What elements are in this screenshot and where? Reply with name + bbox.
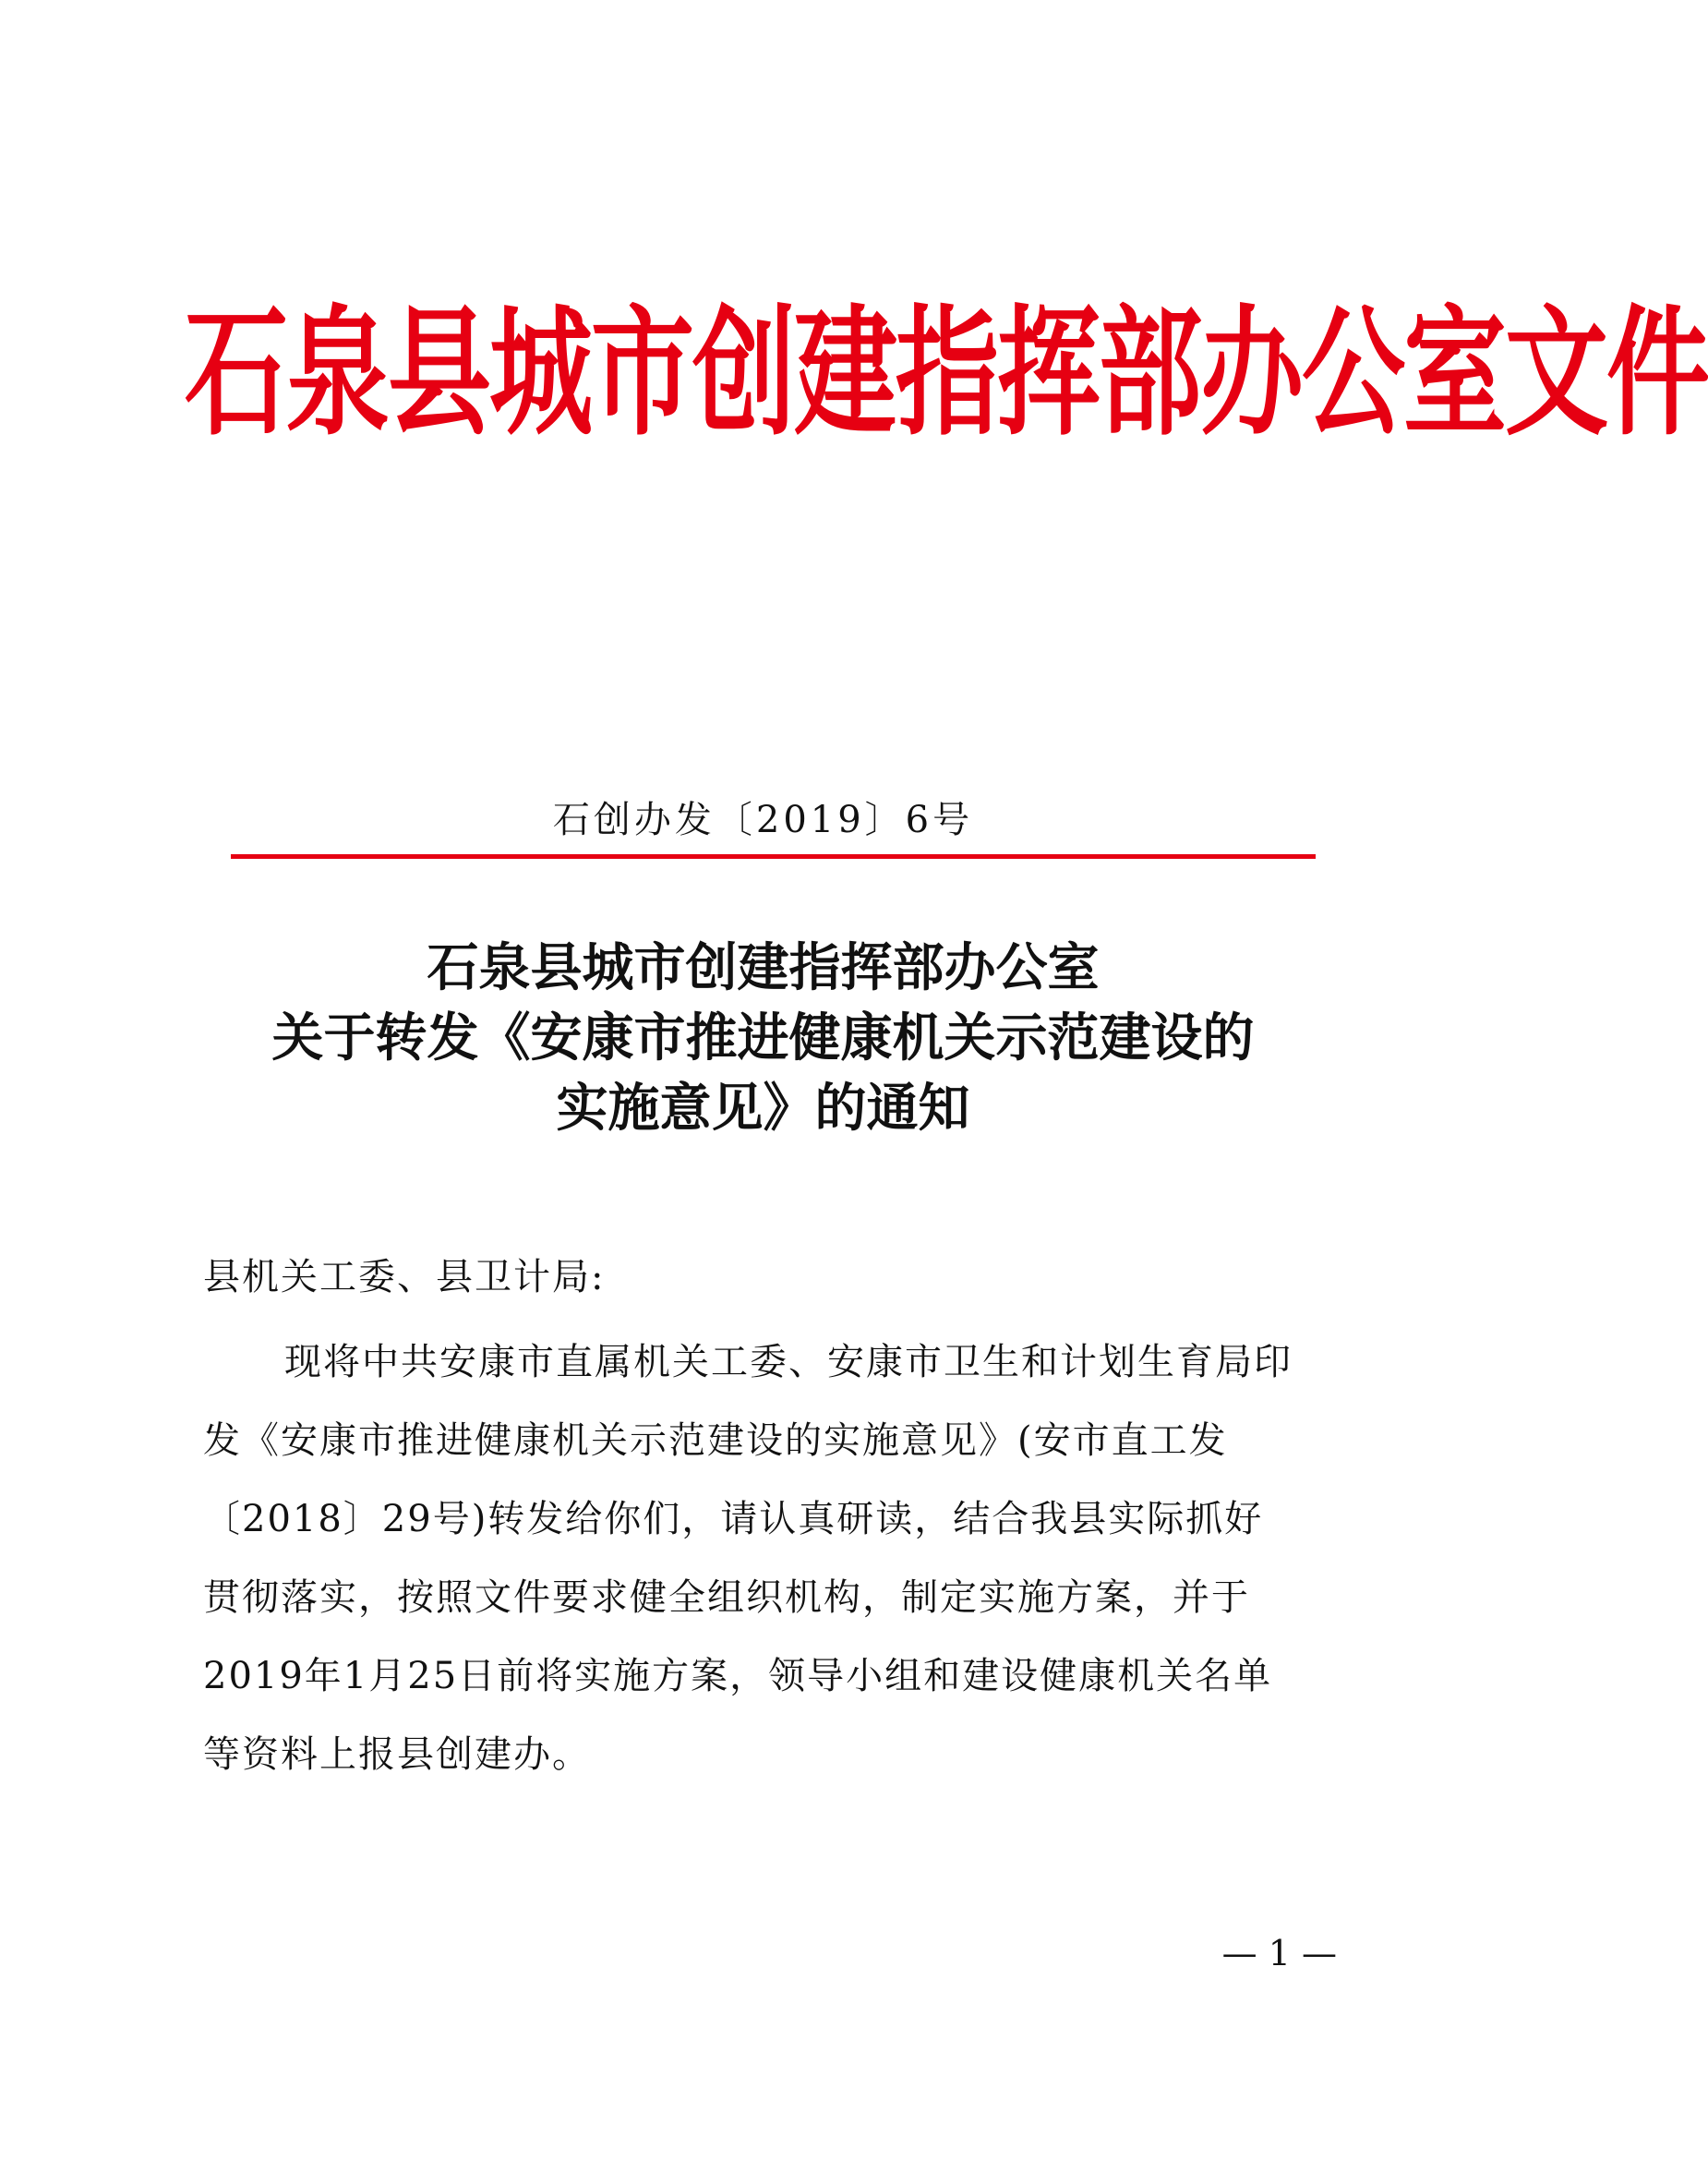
notice-title-line-1: 石泉县城市创建指挥部办公室	[427, 937, 1100, 998]
body-line-4: 贯彻落实，按照文件要求健全组织机构，制定实施方案，并于	[203, 1576, 1250, 1619]
page-number: — 1 —	[1221, 1933, 1337, 1973]
salutation: 县机关工委、县卫计局:	[203, 1256, 606, 1298]
body-paragraph	[203, 1323, 1325, 1794]
masthead-title: 石泉县城市创建指挥部办公室文件	[185, 291, 1708, 455]
body-line-3: 〔2018〕29号)转发给你们，请认真研读，结合我县实际抓好	[203, 1498, 1264, 1540]
document-number: 石创办发〔2019〕6号	[552, 799, 974, 841]
body-line-2: 发《安康市推进健康机关示范建设的实施意见》(安市直工发	[203, 1419, 1228, 1462]
notice-title	[138, 933, 1388, 1143]
notice-title-line-3: 实施意见》的通知	[556, 1078, 970, 1139]
body-line-6: 等资料上报县创建办。	[203, 1733, 591, 1776]
notice-title-line-2: 关于转发《安康市推进健康机关示范建设的	[271, 1008, 1255, 1068]
body-line-5: 2019年1月25日前将实施方案，领导小组和建设健康机关名单	[203, 1655, 1273, 1697]
body-line-1: 现将中共安康市直属机关工委、安康市卫生和计划生育局印	[284, 1341, 1293, 1383]
red-divider-rule	[231, 854, 1316, 859]
